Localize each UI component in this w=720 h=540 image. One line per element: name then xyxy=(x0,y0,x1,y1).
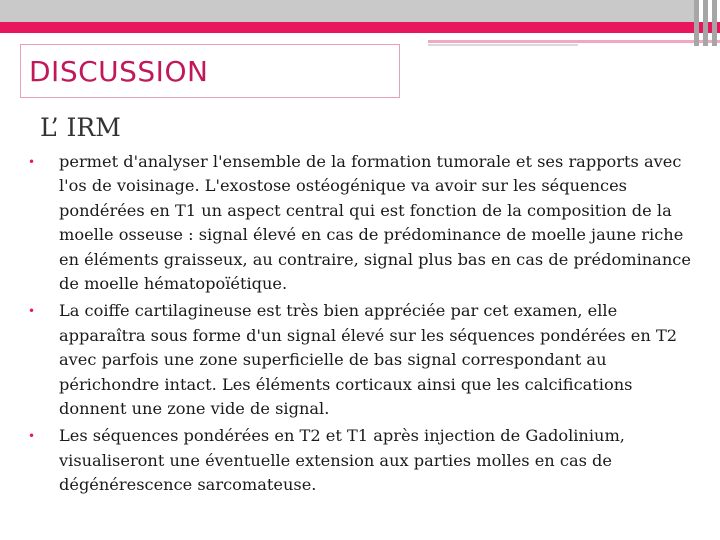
bullet-item xyxy=(28,424,694,497)
bullet-item xyxy=(28,150,694,296)
bullet-icon: • xyxy=(28,429,36,444)
bullet-item xyxy=(28,299,694,421)
bullet-list xyxy=(28,150,694,501)
corner-stripe xyxy=(712,0,717,46)
header-grey-band xyxy=(0,0,694,22)
title-box xyxy=(20,44,400,98)
bullet-text: La coiffe cartilagineuse est très bien appréciée par cet examen, elle apparaîtra sous forme d'un signal élevé sur les séquences pondérées en T2 avec parfois une zone superficielle de bas signal correspondant au périchondre intact. Les éléments corticaux ainsi que les calcifications donnent une zone vide de signal. xyxy=(59,301,678,419)
bullet-icon: • xyxy=(28,304,36,319)
header-accent-band xyxy=(0,22,720,33)
corner-stripe xyxy=(703,0,708,46)
bullet-text: Les séquences pondérées en T2 et T1 après injection de Gadolinium, visualiseront une éventuelle extension aux parties molles en cas de dégénérescence sarcomateuse. xyxy=(59,426,625,495)
bullet-text: permet d'analyser l'ensemble de la formation tumorale et ses rapports avec l'os de voisinage. L'exostose ostéogénique va avoir sur les séquences pondérées en T1 un aspect central qui est fonction de la composition de la moelle osseuse : signal élevé en cas de prédominance de moelle jaune riche en éléments graisseux, au contraire, signal plus bas en cas de prédominance de moelle hématopoïétique. xyxy=(59,152,691,294)
accent-line xyxy=(428,40,720,43)
slide-title: DISCUSSION xyxy=(29,55,209,88)
slide-subtitle: L’ IRM xyxy=(40,113,121,142)
divider-line xyxy=(428,44,578,46)
bullet-icon: • xyxy=(28,155,36,169)
corner-stripe xyxy=(694,0,699,46)
